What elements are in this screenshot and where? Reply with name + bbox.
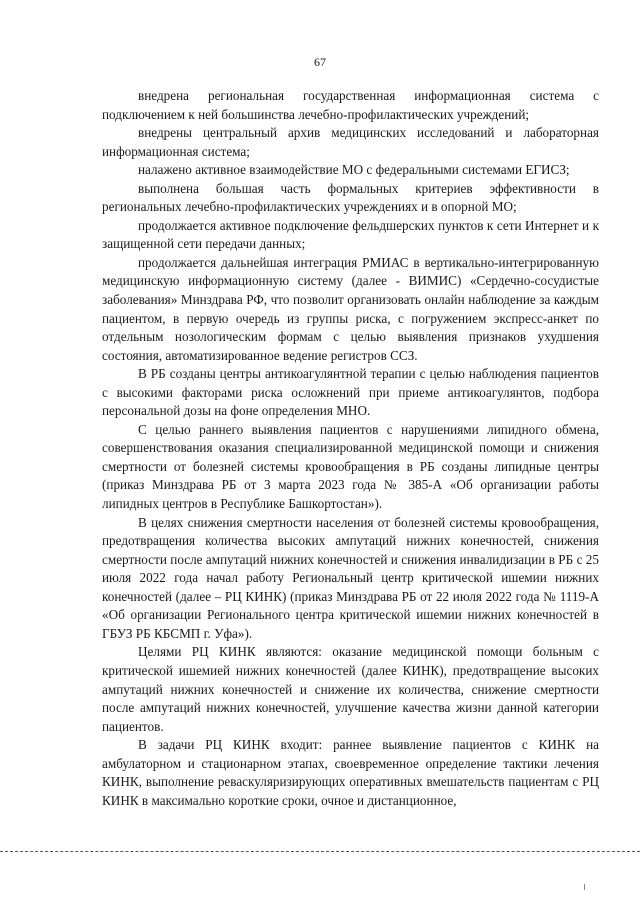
paragraph-rmias-implemented: внедрена региональная государственная информационная система с подключением к ней большинства лечебно-профилактических учреждений; xyxy=(102,88,599,122)
scan-edge-mark xyxy=(584,884,585,890)
paragraph-central-archive: внедрены центральный архив медицинских исследований и лабораторная информационная система; xyxy=(102,125,599,159)
page-number: 67 xyxy=(314,55,326,69)
document-body xyxy=(102,87,599,810)
paragraph-rc-kink-established: В целях снижения смертности населения от болезней системы кровообращения, предотвращения количества высоких ампутаций нижних конечностей, снижения смертности после ампутаций нижних конечностей и снижения инвалидизации в РБ с 25 июля 2022 года начал работу Региональный центр критической ишемии нижних конечностей (далее – РЦ КИНК) (приказ Минздрава РБ от 22 июля 2022 года № 1119-А «Об организации Регионального центра критической ишемии нижних конечностей в ГБУЗ РБ КБСМП г. Уфа»). xyxy=(102,514,599,641)
paragraph-vimis-integration: продолжается дальнейшая интеграция РМИАС в вертикально-интегрированную медицинскую информационную систему (далее - ВИМИС) «Сердечно-сосудистые заболевания» Минздрава РФ, что позволит организовать онлайн наблюдение за каждым пациентом, в первую очередь из группы риска, с погружением экспресс-анкет по отдельным нозологическим формам с целью выявления признаков ухудшения состояния, автоматизированное ведение регистров ССЗ. xyxy=(102,254,599,363)
paragraph-efficiency-criteria: выполнена большая часть формальных критериев эффективности в региональных лечебно-профилактических учреждениях и в опорной МО; xyxy=(102,180,599,215)
paragraph-lipid-centers: С целью раннего выявления пациентов с нарушениями липидного обмена, совершенствования оказания специализированной медицинской помощи и снижения смертности от болезней системы кровообращения в РБ созданы липидные центры (приказ Минздрава РБ от 3 марта 2023 года № 385-А «Об организации работы липидных центров в Республике Башкортостан»). xyxy=(102,421,599,512)
page-bottom-divider xyxy=(0,851,640,852)
paragraph-rc-kink-tasks: В задачи РЦ КИНК входит: раннее выявление пациентов с КИНК на амбулаторном и стационарном этапах, своевременное определение тактики лечения КИНК, выполнение реваскуляризирующих оперативных вмешательств пациентам с РЦ КИНК в максимально короткие сроки, очное и дистанционное, xyxy=(102,737,599,808)
paragraph-anticoagulant-centers: В РБ созданы центры антикоагулянтной терапии с целью наблюдения пациентов с высокими факторами риска осложнений при приеме антикоагулянтов, подбора персональной дозы на фоне определения МНО. xyxy=(102,366,599,419)
paragraph-feldsher-connection: продолжается активное подключение фельдшерских пунктов к сети Интернет и к защищенной сети передачи данных; xyxy=(102,217,599,252)
paragraph-egisz-interaction: налажено активное взаимодействие МО с федеральными системами ЕГИСЗ; xyxy=(138,162,570,178)
paragraph-rc-kink-goals: Целями РЦ КИНК являются: оказание медицинской помощи больным с критической ишемией нижних конечностей (далее КИНК), предотвращение высоких ампутаций нижних конечностей и снижение их количества, снижение смертности после ампутаций нижних конечностей, улучшение качества жизни данной категории пациентов. xyxy=(102,644,599,734)
